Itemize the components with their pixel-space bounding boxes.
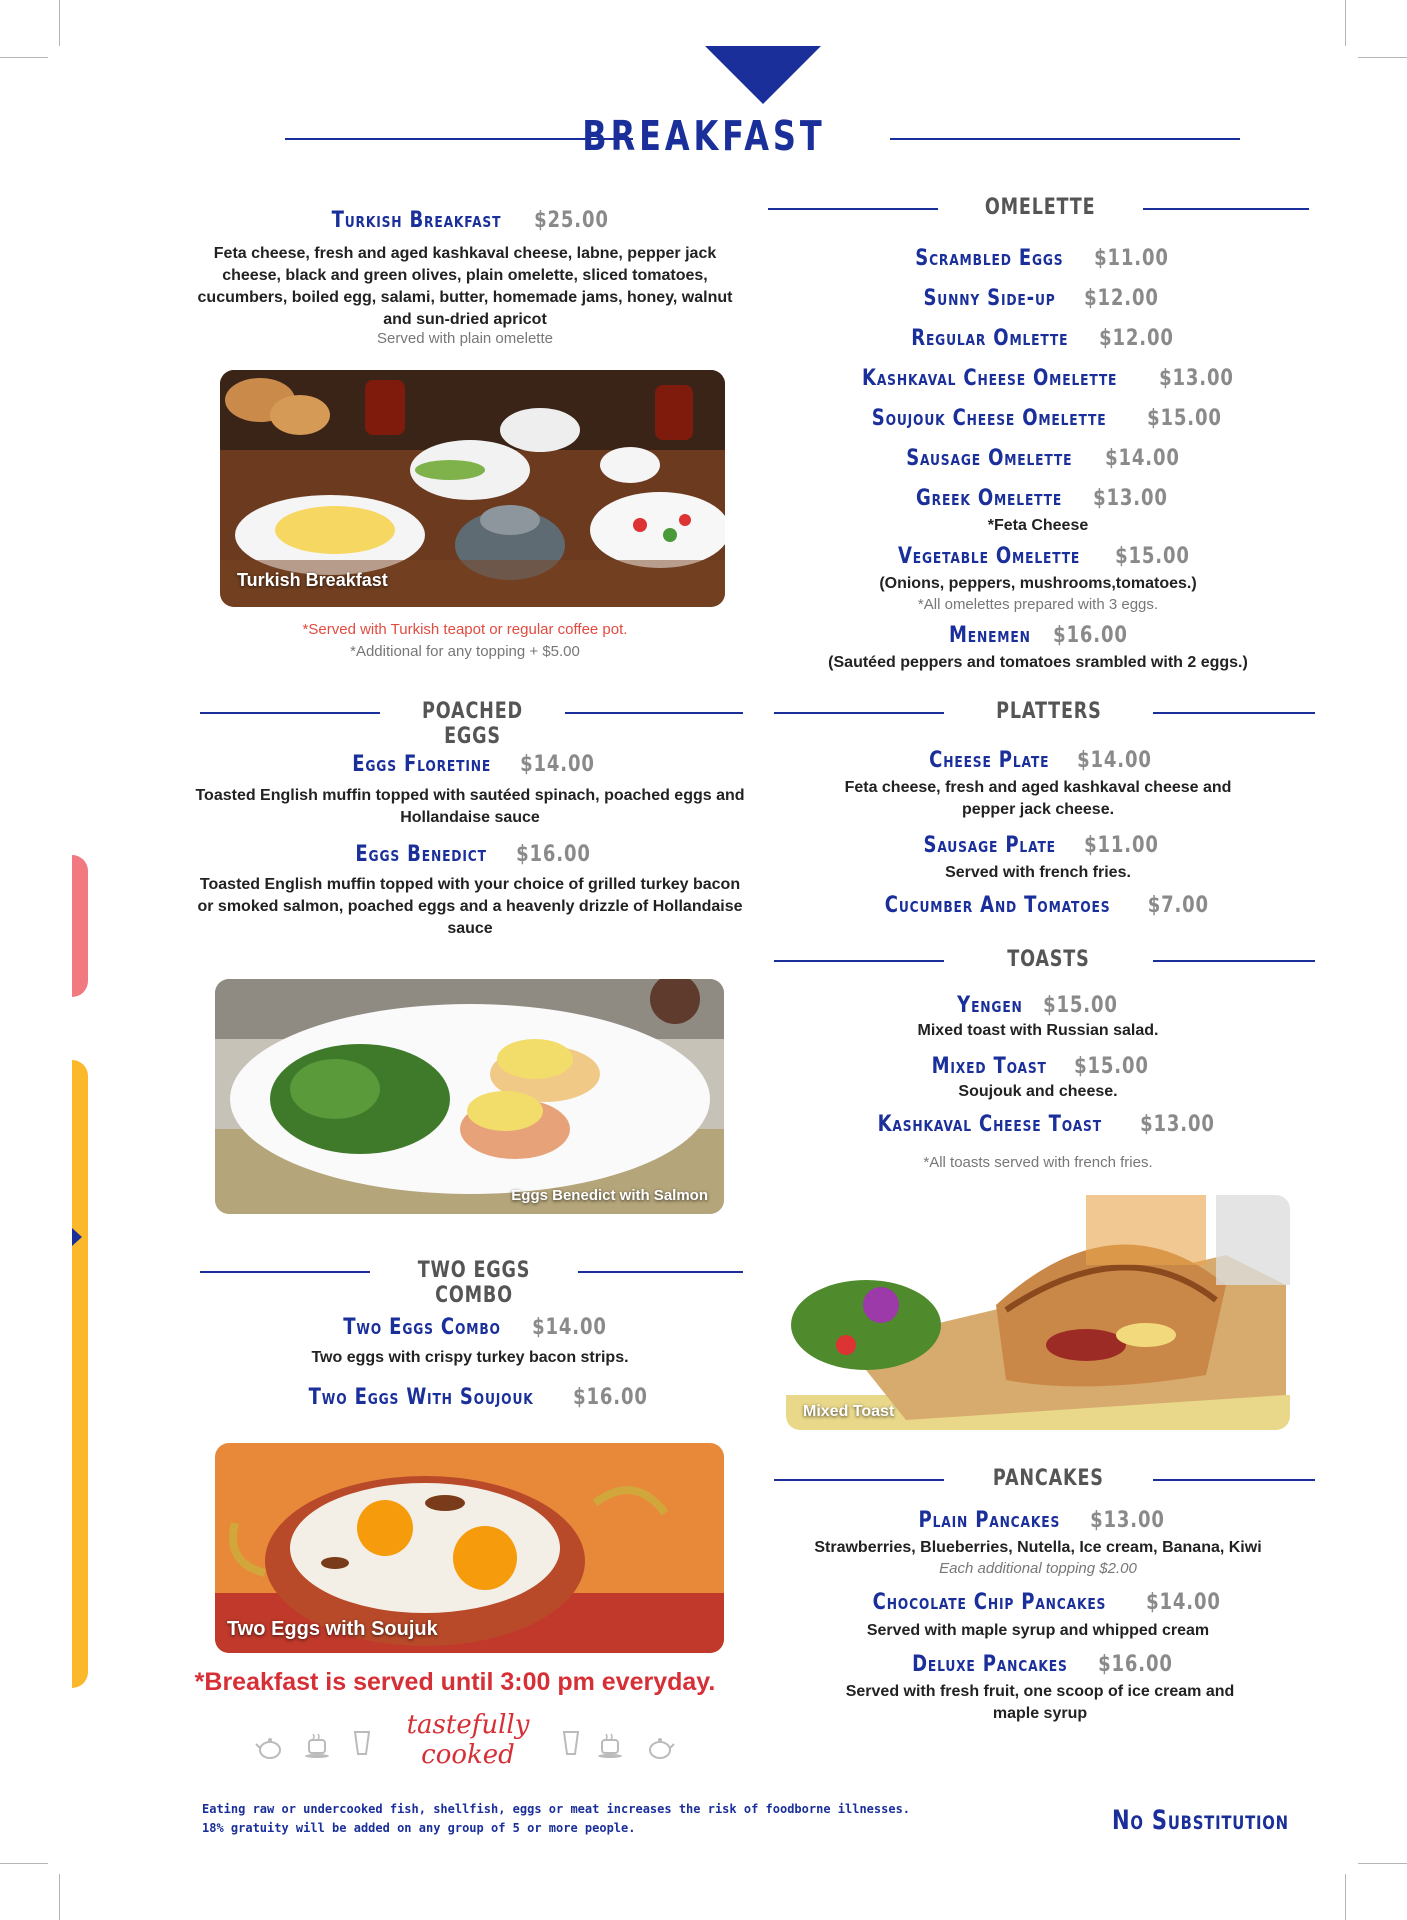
item-description: *Feta Cheese: [987, 517, 1089, 534]
coffee-cup-icon: [303, 1730, 333, 1760]
teapot-note: *Served with Turkish teapot or regular coffee pot.: [302, 621, 628, 638]
item-name: Eggs Benedict: [355, 842, 488, 867]
menu-item-toast: [768, 1112, 1308, 1137]
divider: [774, 960, 944, 962]
menu-item-toast: [768, 1054, 1308, 1079]
item-note: *All omelettes prepared with 3 eggs.: [917, 596, 1159, 613]
item-name: Chocolate Chip Pancakes: [872, 1590, 1107, 1615]
heading-text: PANCAKES: [993, 1466, 1104, 1491]
section-heading-platters: [944, 699, 1153, 724]
item-price: $14.00: [520, 752, 595, 777]
divider: [774, 1479, 944, 1481]
menu-item-eggs-floretine: [195, 752, 745, 777]
item-price: $16.00: [1053, 623, 1129, 648]
item-description: (Sautéed peppers and tomatoes srambled with 2 eggs.): [828, 654, 1248, 671]
menu-item-omelette: [768, 286, 1308, 311]
menu-item-omelette: [768, 366, 1308, 391]
crop-mark: [1358, 57, 1407, 58]
menu-item-platter: [768, 893, 1308, 918]
item-description: Served with maple syrup and whipped cream: [866, 1622, 1210, 1639]
item-description: Toasted English muffin topped with your choice of grilled turkey bacon or smoked salmon, poached eggs and a heavenly drizzle of Hollandaise sauce: [197, 876, 743, 937]
item-description: Two eggs with crispy turkey bacon strips.: [311, 1349, 629, 1366]
tastefully-cooked-logo: [388, 1710, 548, 1770]
item-name: Two Eggs Combo: [342, 1315, 501, 1340]
item-name: Kashkaval Cheese Toast: [877, 1112, 1102, 1137]
item-price: $15.00: [1073, 1054, 1149, 1079]
divider: [1153, 712, 1315, 714]
item-name: Turkish Breakfast: [331, 208, 502, 233]
item-description: Served with french fries.: [945, 864, 1131, 881]
section-heading-pancakes: [944, 1466, 1153, 1491]
menu-item-two-eggs-soujouk: [195, 1385, 745, 1410]
menu-item-omelette: [768, 486, 1308, 511]
photo-caption: Mixed Toast: [803, 1403, 895, 1420]
item-price: $13.00: [1159, 366, 1234, 391]
menu-item-pancake: [768, 1508, 1308, 1533]
topping-note: *Additional for any topping + $5.00: [350, 643, 580, 660]
tea-glass-icon: [556, 1728, 586, 1758]
divider: [768, 208, 938, 210]
coffee-cup-icon: [596, 1730, 626, 1760]
heading-text: TOASTS: [1007, 947, 1090, 972]
menu-item-pancake: [768, 1652, 1308, 1677]
divider: [200, 712, 380, 714]
breakfast-hours-note: *Breakfast is served until 3:00 pm everyday.: [194, 1668, 716, 1696]
item-price: $13.00: [1090, 1508, 1165, 1533]
item-price: $16.00: [1098, 1652, 1174, 1677]
item-name: Kashkaval Cheese Omelette: [861, 366, 1118, 391]
heading-text: TWO EGGS COMBO: [417, 1258, 531, 1308]
item-price: $11.00: [1094, 246, 1169, 271]
crop-mark: [1345, 0, 1346, 46]
divider: [774, 712, 944, 714]
item-name: Scrambled Eggs: [915, 246, 1064, 271]
menu-item-turkish-breakfast: [195, 208, 735, 233]
side-tab-red: [72, 855, 88, 997]
teapot-icon: [255, 1732, 285, 1762]
menu-item-toast: [768, 993, 1308, 1018]
divider: [1143, 208, 1309, 210]
item-name: Eggs Floretine: [352, 752, 491, 777]
item-description: Toasted English muffin topped with sautéed spinach, poached eggs and Hollandaise sauce: [195, 787, 745, 826]
food-photo-illustration: [786, 1195, 1290, 1430]
crop-mark: [0, 57, 48, 58]
item-name: Mixed Toast: [931, 1054, 1048, 1079]
gratuity-note: 18% gratuity will be added on any group of 5 or more people.: [202, 1821, 636, 1835]
item-price: $25.00: [534, 208, 609, 233]
divider: [1153, 960, 1315, 962]
item-name: Menemen: [948, 623, 1031, 648]
item-price: $13.00: [1140, 1112, 1216, 1137]
tea-glass-icon: [347, 1728, 377, 1758]
item-price: $12.00: [1084, 286, 1159, 311]
header-triangle-icon: [705, 46, 821, 104]
item-name: Deluxe Pancakes: [911, 1652, 1068, 1677]
divider: [578, 1271, 743, 1273]
item-price: $11.00: [1084, 833, 1159, 858]
section-heading-toasts: [944, 947, 1153, 972]
item-note: Each additional topping $2.00: [939, 1560, 1137, 1577]
item-description: Soujouk and cheese.: [958, 1083, 1118, 1100]
item-price: $16.00: [572, 1385, 648, 1410]
foodborne-warning: Eating raw or undercooked fish, shellfish, eggs or meat increases the risk of foodborne illnesses.: [202, 1802, 911, 1816]
photo-caption: Eggs Benedict with Salmon: [511, 1187, 708, 1204]
item-price: $14.00: [531, 1315, 607, 1340]
divider: [200, 1271, 370, 1273]
heading-text: OMELETTE: [985, 195, 1096, 220]
divider: [565, 712, 743, 714]
item-description: (Onions, peppers, mushrooms,tomatoes.): [879, 575, 1197, 592]
page-title-text: BREAKFAST: [581, 112, 826, 160]
menu-item-omelette: [768, 246, 1308, 271]
photo-eggs-benedict: [215, 979, 724, 1214]
crop-mark: [1358, 1863, 1407, 1864]
menu-item-omelette: [768, 326, 1308, 351]
teapot-icon: [645, 1732, 675, 1762]
toast-note: *All toasts served with french fries.: [923, 1154, 1153, 1171]
item-description: Feta cheese, fresh and aged kashkaval cheese, labne, pepper jack cheese, black and green olives, plain omelette, sliced tomatoes, cucumbers, boiled egg, salami, butter, homemade jams, honey, walnut and sun-dried apricot: [197, 245, 733, 328]
side-arrow-icon: [72, 1228, 82, 1246]
menu-item-pancake: [768, 1590, 1308, 1615]
item-price: $16.00: [515, 842, 591, 867]
item-note: Served with plain omelette: [377, 330, 553, 347]
no-substitution-label: No Substitution: [1112, 1805, 1289, 1836]
section-heading-two-eggs-combo: [370, 1258, 578, 1308]
crop-mark: [0, 1863, 48, 1864]
photo-two-eggs-soujuk: [215, 1443, 724, 1653]
item-name: Soujouk Cheese Omelette: [872, 406, 1107, 431]
crop-mark: [59, 0, 60, 46]
item-description: Strawberries, Blueberries, Nutella, Ice cream, Banana, Kiwi: [814, 1539, 1262, 1556]
logo-line-1: tastefully: [406, 1710, 530, 1740]
item-name: Cucumber And Tomatoes: [884, 893, 1111, 918]
section-heading-poached-eggs: [380, 699, 565, 749]
menu-item-platter: [768, 748, 1308, 773]
item-name: Two Eggs With Soujouk: [309, 1385, 535, 1410]
menu-item-omelette: [768, 406, 1308, 431]
food-photo-illustration: [215, 979, 724, 1214]
menu-item-omelette: [768, 544, 1308, 569]
page-title: [0, 112, 1407, 160]
fine-print: [202, 1800, 910, 1838]
item-name: Sunny Side-up: [923, 286, 1056, 311]
item-price: $14.00: [1146, 1590, 1221, 1615]
side-tab-yellow: [72, 1060, 88, 1688]
crop-mark: [1345, 1874, 1346, 1920]
menu-item-omelette: [768, 623, 1308, 648]
item-description: Served with fresh fruit, one scoop of ice cream and maple syrup: [845, 1683, 1235, 1722]
crop-mark: [59, 1874, 60, 1920]
item-description: Mixed toast with Russian salad.: [917, 1022, 1159, 1039]
item-price: $15.00: [1114, 544, 1190, 569]
item-description: Feta cheese, fresh and aged kashkaval cheese and pepper jack cheese.: [844, 779, 1232, 818]
menu-item-eggs-benedict: [195, 842, 745, 867]
menu-item-two-eggs-combo: [195, 1315, 745, 1340]
item-name: Sausage Omelette: [906, 446, 1073, 471]
item-price: $14.00: [1076, 748, 1152, 773]
photo-caption: Turkish Breakfast: [237, 570, 388, 590]
menu-item-omelette: [768, 446, 1308, 471]
item-price: $14.00: [1104, 446, 1180, 471]
item-name: Greek Omelette: [916, 486, 1063, 511]
item-name: Regular Omlette: [911, 326, 1069, 351]
item-name: Yengen: [956, 993, 1023, 1018]
heading-text: POACHED EGGS: [422, 699, 523, 749]
item-price: $15.00: [1043, 993, 1119, 1018]
menu-item-platter: [768, 833, 1308, 858]
item-name: Plain Pancakes: [918, 1508, 1061, 1533]
item-price: $13.00: [1092, 486, 1168, 511]
photo-mixed-toast: [786, 1195, 1290, 1430]
item-name: Vegetable Omelette: [898, 544, 1081, 569]
section-heading-omelette: [938, 195, 1143, 220]
item-price: $15.00: [1146, 406, 1222, 431]
item-name: Sausage Plate: [923, 833, 1056, 858]
logo-line-2: cooked: [421, 1740, 515, 1770]
photo-caption: Two Eggs with Soujuk: [227, 1618, 438, 1640]
item-price: $7.00: [1148, 893, 1210, 918]
item-price: $12.00: [1099, 326, 1175, 351]
photo-turkish-breakfast: [220, 370, 725, 607]
heading-text: PLATTERS: [995, 699, 1102, 724]
divider: [1153, 1479, 1315, 1481]
item-name: Cheese Plate: [929, 748, 1050, 773]
